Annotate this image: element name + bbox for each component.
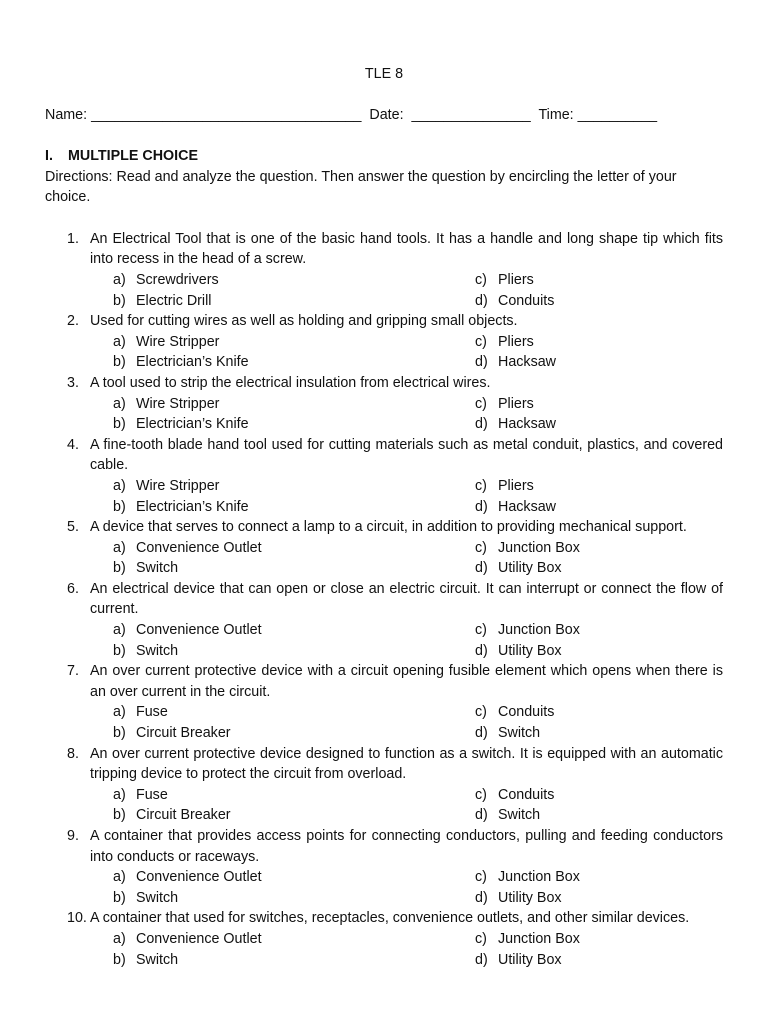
section-title: MULTIPLE CHOICE [68, 148, 198, 164]
choice-text: Hacksaw [498, 354, 556, 371]
choice-text: Junction Box [498, 930, 580, 947]
question-text: An over current protective device with a circuit opening fusible element which opens when there is an over current in the circuit. [90, 663, 723, 700]
answer-choice[interactable] [113, 270, 475, 291]
answer-choice[interactable] [475, 888, 725, 909]
answer-choice[interactable] [113, 414, 475, 435]
question-item [45, 744, 723, 826]
choice-text: Conduits [498, 704, 555, 721]
choice-letter: a) [113, 869, 126, 886]
choice-text: Convenience Outlet [136, 930, 262, 947]
choice-text: Switch [498, 807, 541, 824]
question-text: An electrical device that can open or close an electric circuit. It can interrupt or connect the flow of current. [90, 580, 723, 618]
choice-text: Electrician’s Knife [136, 416, 249, 433]
choice-letter: c) [475, 395, 487, 412]
answer-choice[interactable] [475, 414, 725, 435]
question-number: 9. [67, 828, 79, 844]
choice-letter: c) [475, 333, 487, 350]
choice-text: Screwdrivers [136, 271, 219, 288]
choice-text: Fuse [136, 786, 168, 803]
choice-letter: a) [113, 477, 126, 494]
answer-choices [90, 929, 723, 970]
choice-text: Junction Box [498, 539, 580, 556]
answer-choice[interactable] [475, 270, 725, 291]
answer-choices [90, 785, 723, 826]
answer-choice[interactable] [475, 394, 725, 415]
answer-choice[interactable] [475, 291, 725, 312]
choice-letter: c) [475, 622, 487, 639]
choice-letter: b) [113, 292, 126, 309]
answer-choice[interactable] [113, 723, 475, 744]
choice-text: Electric Drill [136, 292, 212, 309]
answer-choices [90, 867, 723, 908]
choice-text: Pliers [498, 477, 534, 494]
answer-choice[interactable] [113, 867, 475, 888]
choice-text: Hacksaw [498, 498, 556, 515]
question-number: 5. [67, 519, 79, 536]
answer-choices [90, 702, 723, 743]
choice-letter: b) [113, 951, 126, 968]
question-text: Used for cutting wires as well as holding and gripping small objects. [90, 313, 518, 330]
choice-text: Conduits [498, 786, 555, 803]
answer-choice[interactable] [113, 620, 475, 641]
choice-letter: b) [113, 416, 126, 433]
choice-letter: a) [113, 539, 126, 556]
choice-text: Pliers [498, 271, 534, 288]
answer-choice[interactable] [113, 805, 475, 826]
choice-letter: b) [113, 807, 126, 824]
answer-choice[interactable] [475, 950, 725, 971]
answer-choice[interactable] [475, 929, 725, 950]
answer-choice[interactable] [475, 785, 725, 806]
answer-choice[interactable] [475, 332, 725, 353]
question-number: 3. [67, 374, 79, 391]
choice-letter: d) [475, 416, 488, 433]
question-item [45, 579, 723, 661]
question-text: A container that used for switches, receptacles, convenience outlets, and other similar devices. [90, 910, 690, 927]
choice-text: Junction Box [498, 869, 580, 886]
question-item [45, 229, 723, 311]
choice-letter: d) [475, 807, 488, 824]
answer-choice[interactable] [475, 476, 725, 497]
answer-choices [90, 620, 723, 661]
question-item [45, 517, 723, 579]
answer-choices [90, 332, 723, 373]
answer-choice[interactable] [475, 723, 725, 744]
answer-choice[interactable] [113, 476, 475, 497]
answer-choice[interactable] [113, 641, 475, 662]
answer-choice[interactable] [113, 929, 475, 950]
choice-letter: b) [113, 725, 126, 742]
choice-letter: a) [113, 333, 126, 350]
choice-text: Junction Box [498, 622, 580, 639]
answer-choice[interactable] [113, 538, 475, 559]
choice-letter: d) [475, 889, 488, 906]
question-number: 1. [67, 230, 79, 247]
choice-text: Wire Stripper [136, 333, 220, 350]
answer-choice[interactable] [113, 702, 475, 723]
choice-letter: a) [113, 930, 126, 947]
answer-choice[interactable] [475, 538, 725, 559]
section-number: I. [45, 148, 53, 164]
question-number: 7. [67, 663, 79, 680]
choice-letter: b) [113, 498, 126, 515]
choice-letter: b) [113, 889, 126, 906]
choice-letter: d) [475, 354, 488, 371]
choice-text: Switch [136, 560, 179, 577]
choice-text: Circuit Breaker [136, 807, 231, 824]
choice-text: Utility Box [498, 642, 562, 659]
answer-choice[interactable] [113, 950, 475, 971]
answer-choices [90, 270, 723, 311]
choice-text: Hacksaw [498, 416, 556, 433]
answer-choice[interactable] [113, 497, 475, 518]
question-item [45, 661, 723, 743]
choice-letter: c) [475, 869, 487, 886]
choice-letter: b) [113, 354, 126, 371]
answer-choice[interactable] [113, 352, 475, 373]
choice-text: Pliers [498, 395, 534, 412]
choice-text: Pliers [498, 333, 534, 350]
choice-letter: c) [475, 786, 487, 803]
choice-letter: c) [475, 539, 487, 556]
question-number: 2. [67, 313, 79, 330]
choice-letter: d) [475, 292, 488, 309]
question-item [45, 826, 723, 908]
choice-text: Circuit Breaker [136, 725, 231, 742]
choice-text: Switch [136, 642, 179, 659]
question-item [45, 373, 723, 435]
question-number: 8. [67, 745, 79, 762]
choice-text: Convenience Outlet [136, 539, 262, 556]
answer-choice[interactable] [475, 497, 725, 518]
name-date-time-line: Name: __________________________________ Date: _______________ Time: __________ [45, 107, 658, 123]
choice-text: Switch [136, 889, 179, 906]
choice-text: Utility Box [498, 951, 562, 968]
question-text: An Electrical Tool that is one of the basic hand tools. It has a handle and long shape tip which fits into recess in the head of a screw. [90, 230, 723, 268]
choice-text: Convenience Outlet [136, 622, 262, 639]
choice-letter: b) [113, 642, 126, 659]
answer-choice[interactable] [113, 558, 475, 579]
choice-text: Conduits [498, 292, 555, 309]
choice-letter: a) [113, 622, 126, 639]
choice-text: Switch [498, 725, 541, 742]
choice-text: Fuse [136, 704, 168, 721]
answer-choices [90, 538, 723, 579]
choice-letter: a) [113, 704, 126, 721]
question-number: 6. [67, 580, 79, 597]
answer-choices [90, 476, 723, 517]
choice-letter: c) [475, 930, 487, 947]
choice-letter: d) [475, 951, 488, 968]
question-number: 4. [67, 436, 79, 453]
choice-letter: c) [475, 271, 487, 288]
question-text: A tool used to strip the electrical insulation from electrical wires. [90, 374, 491, 391]
question-item [45, 435, 723, 517]
question-text: An over current protective device designed to function as a switch. It is equipped with an automatic tripping device to protect the circuit from overload. [90, 745, 723, 783]
question-text: A container that provides access points for connecting conductors, pulling and feeding conductors into conducts or raceways. [90, 828, 723, 865]
question-text: A fine-tooth blade hand tool used for cutting materials such as metal conduit, plastics, and covered cable. [90, 436, 723, 474]
choice-text: Wire Stripper [136, 395, 220, 412]
choice-text: Wire Stripper [136, 477, 220, 494]
directions-text: Directions: Read and analyze the question. Then answer the question by encircling the letter of your choice. [45, 168, 677, 206]
choice-text: Utility Box [498, 889, 562, 906]
choice-letter: d) [475, 560, 488, 577]
choice-text: Utility Box [498, 560, 562, 577]
question-number: 10. [67, 910, 87, 927]
choice-letter: d) [475, 642, 488, 659]
answer-choice[interactable] [113, 888, 475, 909]
choice-text: Switch [136, 951, 179, 968]
choice-letter: c) [475, 477, 487, 494]
choice-letter: d) [475, 725, 488, 742]
answer-choice[interactable] [475, 702, 725, 723]
answer-choice[interactable] [475, 641, 725, 662]
choice-letter: a) [113, 786, 126, 803]
answer-choice[interactable] [475, 352, 725, 373]
answer-choice[interactable] [113, 291, 475, 312]
question-list [45, 229, 723, 970]
choice-letter: c) [475, 704, 487, 721]
document-title: TLE 8 [364, 66, 404, 82]
choice-text: Electrician’s Knife [136, 498, 249, 515]
quiz-page [45, 64, 723, 970]
question-item [45, 908, 723, 970]
answer-choices [90, 394, 723, 435]
answer-choice[interactable] [475, 558, 725, 579]
answer-choice[interactable] [475, 805, 725, 826]
choice-letter: a) [113, 395, 126, 412]
choice-letter: a) [113, 271, 126, 288]
answer-choice[interactable] [113, 332, 475, 353]
answer-choice[interactable] [475, 620, 725, 641]
answer-choice[interactable] [113, 394, 475, 415]
answer-choice[interactable] [113, 785, 475, 806]
question-text: A device that serves to connect a lamp to a circuit, in addition to providing mechanical support. [90, 519, 687, 536]
question-item [45, 311, 723, 373]
answer-choice[interactable] [475, 867, 725, 888]
choice-text: Electrician’s Knife [136, 354, 249, 371]
choice-letter: b) [113, 560, 126, 577]
choice-text: Convenience Outlet [136, 869, 262, 886]
section-heading [45, 146, 723, 167]
choice-letter: d) [475, 498, 488, 515]
